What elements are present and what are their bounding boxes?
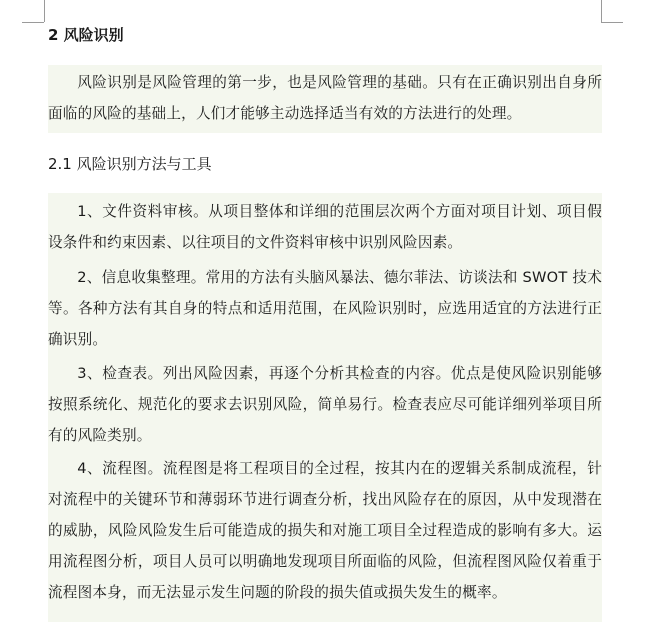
crop-mark-top-left-h xyxy=(22,22,44,23)
crop-mark-top-left xyxy=(44,0,45,22)
list-item-3: 3、检查表。列出风险因素，再逐个分析其检查的内容。优点是使风险识别能够按照系统化、规范化的要求去识别风险，简单易行。检查表应尽可能详细列举项目所有的风险类别。 xyxy=(48,365,602,444)
list-item-4: 4、流程图。流程图是将工程项目的全过程，按其内在的逻辑关系制成流程，针对流程中的关键环节和薄弱环节进行调查分析，找出风险存在的原因，从中发现潜在的威胁，风险风险发生后可能造成的损失和对施工项目全过程造成的影响有多大。运用流程图分析，项目人员可以明确地发现项目所面临的风险，但流程图风险仅着重于流程图本身，而无法显示发生问题的阶段的损失值或损失发生的概率。 xyxy=(48,460,602,601)
intro-paragraph: 风险识别是风险管理的第一步，也是风险管理的基础。只有在正确识别出自身所面临的风险的基础上，人们才能够主动选择适当有效的方法进行的处理。 xyxy=(48,74,602,122)
crop-mark-top-right xyxy=(601,0,602,22)
list-item-1: 1、文件资料审核。从项目整体和详细的范围层次两个方面对项目计划、项目假设条件和约束因素、以往项目的文件资料审核中识别风险因素。 xyxy=(48,203,602,251)
list-item-2: 2、信息收集整理。常用的方法有头脑风暴法、德尔菲法、访谈法和 SWOT 技术等。各种方法有其自身的特点和适用范围，在风险识别时，应选用适宜的方法进行正确识别。 xyxy=(48,269,602,348)
crop-mark-top-right-h xyxy=(601,22,623,23)
section-heading: 2 风险识别 xyxy=(48,26,124,44)
subsection-heading: 2.1 风险识别方法与工具 xyxy=(48,155,212,173)
